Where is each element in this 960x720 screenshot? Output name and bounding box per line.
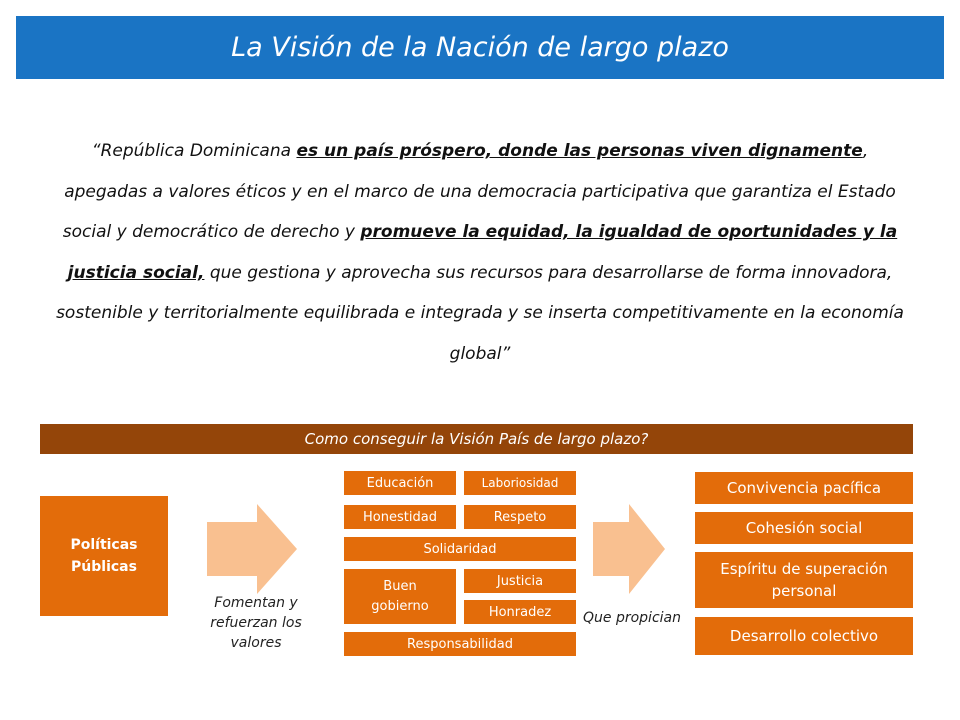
outcome-desarrollo (695, 617, 913, 655)
value-honestidad-label: Honestidad (363, 509, 437, 525)
page-title: La Visión de la Nación de largo plazo (231, 32, 729, 63)
value-respeto (464, 505, 576, 529)
value-honestidad (344, 505, 456, 529)
page-title-bar (16, 16, 944, 79)
quote-emphasis-1: es un país próspero, donde las personas viven dignamente (296, 141, 863, 161)
outcome-convivencia-label: Convivencia pacífica (726, 479, 882, 497)
value-solidaridad (344, 537, 576, 561)
policies-box (40, 496, 168, 616)
value-justicia-label: Justicia (496, 573, 544, 589)
value-laboriosidad (464, 471, 576, 495)
policies-label: Políticas Públicas (70, 537, 138, 575)
quote-text-3: que gestiona y aprovecha sus recursos para desarrollarse de forma innovadora, sostenible y territorialmente equilibrada e integrada y se inserta competitivamente en la economía global” (56, 262, 904, 364)
vision-quote (52, 131, 908, 374)
value-solidaridad-label: Solidaridad (423, 541, 497, 557)
foster-values-caption (196, 593, 316, 653)
value-respeto-label: Respeto (493, 509, 547, 525)
outcome-cohesion-label: Cohesión social (745, 519, 863, 537)
value-buen-gobierno (344, 569, 456, 624)
outcome-desarrollo-label: Desarrollo colectivo (729, 627, 879, 645)
how-to-band (40, 424, 913, 454)
value-honradez-label: Honradez (488, 604, 552, 620)
value-educacion (344, 471, 456, 495)
outcome-superacion-label: Espíritu de superación personal (720, 560, 888, 600)
value-honradez (464, 600, 576, 624)
quote-emphasis-2: promueve la equidad, la igualdad de oportunidades y la justicia social, (67, 222, 898, 283)
propician-caption (574, 608, 690, 628)
outcome-cohesion (695, 512, 913, 544)
quote-text-2: , apegadas a valores éticos y en el marco de una democracia participativa que garantiza el Estado social y democrático de derecho y (62, 141, 896, 242)
propician-label: Que propician (583, 610, 681, 626)
right-arrow-icon-right (593, 504, 665, 594)
outcome-convivencia (695, 472, 913, 504)
foster-values-label: Fomentan y refuerzan los valores (210, 595, 302, 651)
value-responsabilidad-label: Responsabilidad (407, 636, 513, 652)
right-arrow-icon-left (207, 504, 297, 594)
how-to-label: Como conseguir la Visión País de largo plazo? (304, 430, 649, 448)
outcome-superacion (695, 552, 913, 608)
value-buen-gobierno-label: Buen gobierno (371, 578, 429, 614)
value-educacion-label: Educación (366, 475, 434, 491)
value-laboriosidad-label: Laboriosidad (481, 476, 559, 490)
quote-text-1: “República Dominicana (91, 141, 297, 161)
value-justicia (464, 569, 576, 593)
value-responsabilidad (344, 632, 576, 656)
